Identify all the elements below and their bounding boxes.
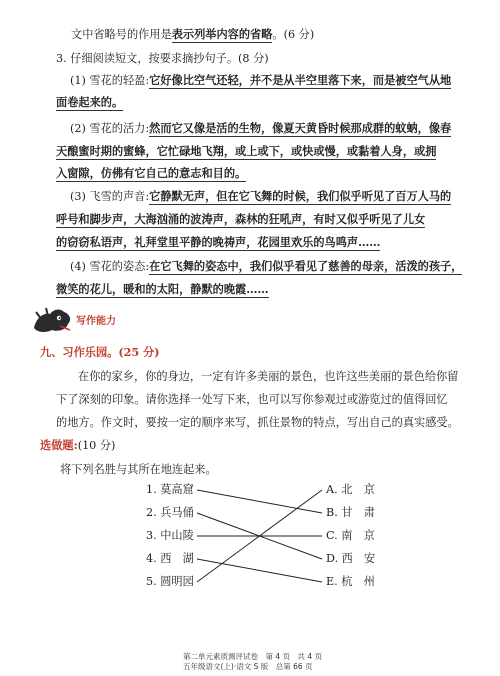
item-label: (2) 雪花的活力:: [70, 122, 150, 135]
item-label: (1) 雪花的轻盈:: [70, 74, 150, 87]
top-answer: 表示列举内容的省略: [171, 27, 273, 41]
q9-para-line-3: 的地方。作文时，要按一定的顺序来写，抓住景物的特点，写出自己的真实感受。: [56, 416, 459, 429]
right-item: B. 甘 肃: [326, 506, 375, 519]
item-answer-line: 微笑的花儿，暖和的太阳，静默的晚霞……: [56, 282, 269, 296]
footer-line-2: 五年级语文(上)·语文 S 版 总第 66 页: [183, 662, 313, 671]
left-item: 2. 兵马俑: [146, 506, 194, 519]
section-header: 写作能力: [76, 316, 116, 327]
item-answer-line: 它静默无声，但在它飞舞的时候，我们似乎听见了百万人马的: [149, 189, 452, 203]
left-item: 5. 圆明园: [146, 575, 194, 588]
item-answer-line: 在它飞舞的姿态中，我们似乎看见了慈善的母亲，活泼的孩子，: [149, 259, 463, 273]
item-answer-line: 天酿蜜时期的蜜蜂，它忙碌地飞翔，或上或下，或快或慢，或黏着人身，或拥: [56, 144, 437, 158]
item-answer-line: 入窗隙，仿佛有它自己的意志和目的。: [56, 166, 247, 180]
item-answer-line: 呼号和脚步声，大海汹涌的波涛声，森林的狂吼声，有时又似乎听见了儿女: [56, 212, 426, 226]
elective-title: 选做题:: [40, 438, 78, 452]
left-item: 1. 莫高窟: [146, 483, 194, 496]
footer-line-1: 第二单元素质测评试卷 第 4 页 共 4 页: [183, 652, 323, 661]
item-label: (4) 雪花的姿态:: [70, 260, 150, 273]
top-prefix: 文中省略号的作用是: [71, 28, 172, 41]
left-item: 3. 中山陵: [146, 529, 194, 542]
q3-title: 3. 仔细阅读短文，按要求摘抄句子。(8 分): [56, 52, 269, 65]
q9-title: 九、习作乐园。(25 分): [40, 345, 160, 359]
q9-para-line-1: 在你的家乡，你的身边，一定有许多美丽的景色，也许这些美丽的景色给你留: [78, 370, 459, 383]
item-answer-line: 面卷起来的。: [56, 95, 124, 109]
right-item: C. 南 京: [326, 529, 375, 542]
elective-instruction: 将下列名胜与其所在地连起来。: [60, 463, 217, 476]
top-suffix: 。(6 分): [272, 28, 315, 41]
right-item: D. 西 安: [326, 552, 376, 565]
left-item: 4. 西 湖: [146, 552, 194, 565]
item-answer-line: 的窃窃私语声，礼拜堂里平静的晚祷声，花园里欢乐的鸟鸣声……: [56, 235, 381, 249]
q9-para-line-2: 下了深刻的印象。请你选择一处写下来，也可以写你参观过或游览过的值得回忆: [56, 393, 448, 406]
item-label: (3) 飞雪的声音:: [70, 190, 150, 203]
item-answer-line: 然而它又像是活的生物，像夏天黄昏时候那成群的蚊蚋，像春: [149, 121, 452, 135]
item-answer-line: 它好像比空气还轻，并不是从半空里落下来，而是被空气从地: [149, 73, 452, 87]
elective-score: (10 分): [77, 439, 116, 452]
right-item: E. 杭 州: [326, 575, 375, 588]
right-item: A. 北 京: [326, 483, 375, 496]
match-line: [197, 490, 322, 513]
match-line: [197, 559, 322, 582]
